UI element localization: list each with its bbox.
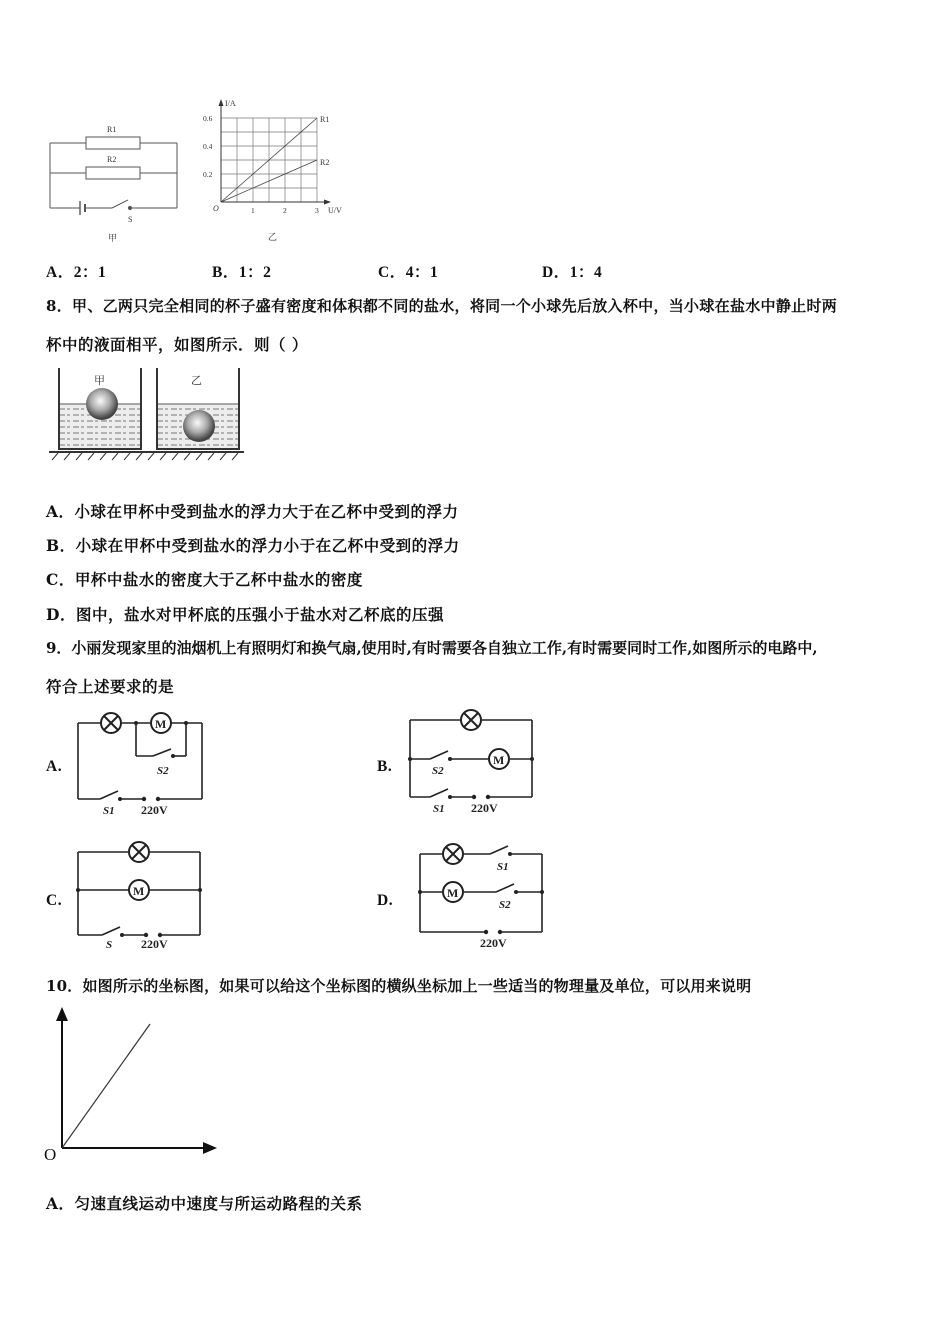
q8-cups-figure bbox=[44, 364, 249, 464]
q8-option-a[interactable]: A．小球在甲杯中受到盐水的浮力大于在乙杯中受到的浮力 bbox=[46, 502, 459, 521]
q10-stem: 10．如图所示的坐标图，如果可以给这个坐标图的横纵坐标加上一些适当的物理量及单位，可以用来说明 bbox=[46, 977, 752, 995]
switch-label: S bbox=[128, 215, 133, 224]
r1-label: R1 bbox=[107, 125, 117, 134]
q9-stem-line1: 9．小丽发现家里的油烟机上有照明灯和换气扇,使用时,有时需要各自独立工作,有时需要同时工作,如图所示的电路中, bbox=[46, 639, 818, 657]
q9-option-d[interactable]: D. bbox=[377, 892, 394, 909]
y-axis-label: I/A bbox=[225, 99, 236, 108]
q7-option-d[interactable]: D．1：4 bbox=[542, 264, 603, 281]
q7-circuit-figure bbox=[40, 110, 190, 250]
ball-in-yi bbox=[183, 410, 215, 442]
q9-circuit-d[interactable] bbox=[412, 836, 552, 954]
ball-in-jia bbox=[86, 388, 118, 420]
r1-line-label: R1 bbox=[320, 115, 330, 124]
q9-circuit-b[interactable] bbox=[402, 704, 542, 816]
x-tick: 3 bbox=[315, 206, 319, 215]
origin-label: O bbox=[213, 204, 219, 213]
q10-proportional-line bbox=[62, 1024, 150, 1148]
q7-option-b[interactable]: B．1：2 bbox=[212, 264, 272, 281]
q9-option-b[interactable]: B. bbox=[377, 758, 393, 775]
switch-s-label: S bbox=[106, 939, 113, 951]
figure-caption-jia: 甲 bbox=[108, 233, 118, 243]
r2-label: R2 bbox=[107, 155, 117, 164]
cup-label-yi: 乙 bbox=[191, 375, 202, 387]
y-tick: 0.6 bbox=[203, 114, 213, 123]
motor-label: M bbox=[493, 753, 505, 767]
q7-option-c[interactable]: C．4：1 bbox=[378, 264, 439, 281]
y-tick: 0.4 bbox=[203, 142, 213, 151]
q10-graph bbox=[40, 1005, 225, 1165]
q8-option-d[interactable]: D．图中，盐水对甲杯底的压强小于盐水对乙杯底的压强 bbox=[46, 605, 444, 624]
q10-origin-label: O bbox=[44, 1145, 57, 1164]
switch-s1-label: S1 bbox=[103, 805, 115, 817]
switch-s1-label: S1 bbox=[433, 803, 445, 815]
voltage-label: 220V bbox=[141, 937, 168, 951]
voltage-label: 220V bbox=[141, 803, 168, 817]
switch-s2-label: S2 bbox=[432, 765, 444, 777]
motor-label: M bbox=[133, 884, 145, 898]
motor-label: M bbox=[155, 717, 167, 731]
q9-option-c[interactable]: C. bbox=[46, 892, 63, 909]
voltage-label: 220V bbox=[480, 936, 507, 950]
x-tick: 2 bbox=[283, 206, 287, 215]
q8-stem-line2: 杯中的液面相平，如图所示．则（ ） bbox=[46, 335, 308, 354]
x-tick: 1 bbox=[251, 206, 255, 215]
switch-s1-label: S1 bbox=[497, 861, 509, 873]
switch-s2-label: S2 bbox=[499, 899, 511, 911]
switch-s2-label: S2 bbox=[157, 765, 169, 777]
q9-stem-line2: 符合上述要求的是 bbox=[46, 677, 175, 696]
q9-option-a[interactable]: A. bbox=[46, 758, 63, 775]
motor-label: M bbox=[447, 886, 459, 900]
q8-option-b[interactable]: B．小球在甲杯中受到盐水的浮力小于在乙杯中受到的浮力 bbox=[46, 536, 460, 555]
x-axis-label: U/V bbox=[328, 206, 342, 215]
q7-option-a[interactable]: A．2：1 bbox=[46, 264, 107, 281]
q9-circuit-a[interactable] bbox=[70, 706, 210, 818]
q8-option-c[interactable]: C．甲杯中盐水的密度大于乙杯中盐水的密度 bbox=[46, 570, 363, 589]
cup-label-jia: 甲 bbox=[94, 375, 105, 387]
q7-iu-graph bbox=[196, 96, 361, 246]
voltage-label: 220V bbox=[471, 801, 498, 815]
y-tick: 0.2 bbox=[203, 170, 213, 179]
q10-option-a[interactable]: A．匀速直线运动中速度与所运动路程的关系 bbox=[46, 1194, 363, 1213]
q8-stem-line1: 8．甲、乙两只完全相同的杯子盛有密度和体积都不同的盐水，将同一个小球先后放入杯中，当小球在盐水中静止时两 bbox=[46, 297, 838, 315]
r2-line-label: R2 bbox=[320, 158, 330, 167]
q9-circuit-c[interactable] bbox=[70, 840, 210, 952]
figure-caption-yi: 乙 bbox=[268, 232, 278, 242]
